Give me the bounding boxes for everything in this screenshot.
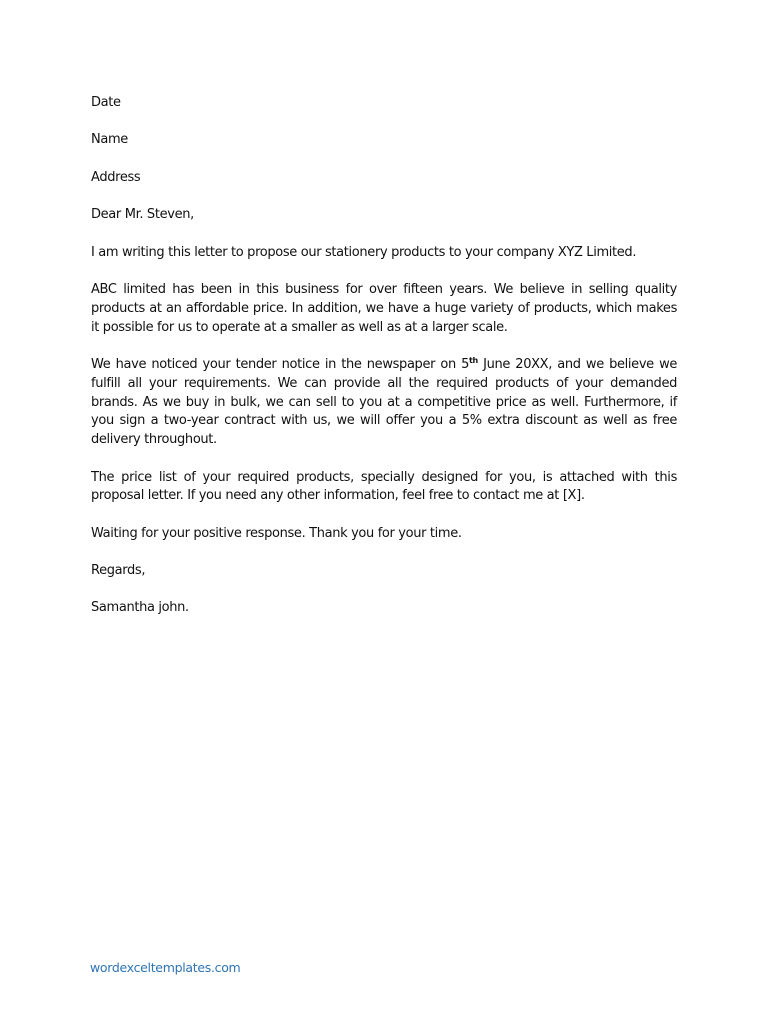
price-list-paragraph: The price list of your required products, specially designed for you, is attached with this proposal letter. If you need any other information, feel free to contact me at [X]. bbox=[91, 469, 677, 504]
date-line: Date bbox=[91, 95, 121, 110]
date-ordinal-suffix: th bbox=[469, 355, 478, 365]
salutation: Dear Mr. Steven, bbox=[91, 207, 194, 223]
address-line: Address bbox=[91, 169, 141, 185]
closing-line: Waiting for your positive response. Thank you for your time. bbox=[91, 525, 462, 541]
offer-text-start: We have noticed your tender notice in the newspaper on 5 bbox=[91, 356, 470, 372]
regards-line: Regards, bbox=[91, 563, 146, 579]
letter-body bbox=[91, 94, 677, 637]
offer-paragraph bbox=[91, 356, 677, 450]
signature-name: Samantha john. bbox=[91, 600, 189, 616]
intro-paragraph: I am writing this letter to propose our stationery products to your company XYZ Limited. bbox=[91, 244, 637, 260]
offer-text-end: June 20XX, and we believe we fulfill all your requirements. We can provide all the required products of your demanded brands. As we buy in bulk, we can sell to you at a competitive price as well. Furthermore, if you sign a two-year contract with us, we will offer you a 5% extra discount as well as free delivery throughout. bbox=[91, 356, 677, 448]
about-paragraph: ABC limited has been in this business for over fifteen years. We believe in selling quality products at an affordable price. In addition, we have a huge variety of products, which makes it possible for us to operate at a smaller as well as at a larger scale. bbox=[91, 281, 677, 335]
footer-website-link[interactable]: wordexceltemplates.com bbox=[90, 960, 241, 975]
recipient-name-line: Name bbox=[91, 132, 128, 148]
